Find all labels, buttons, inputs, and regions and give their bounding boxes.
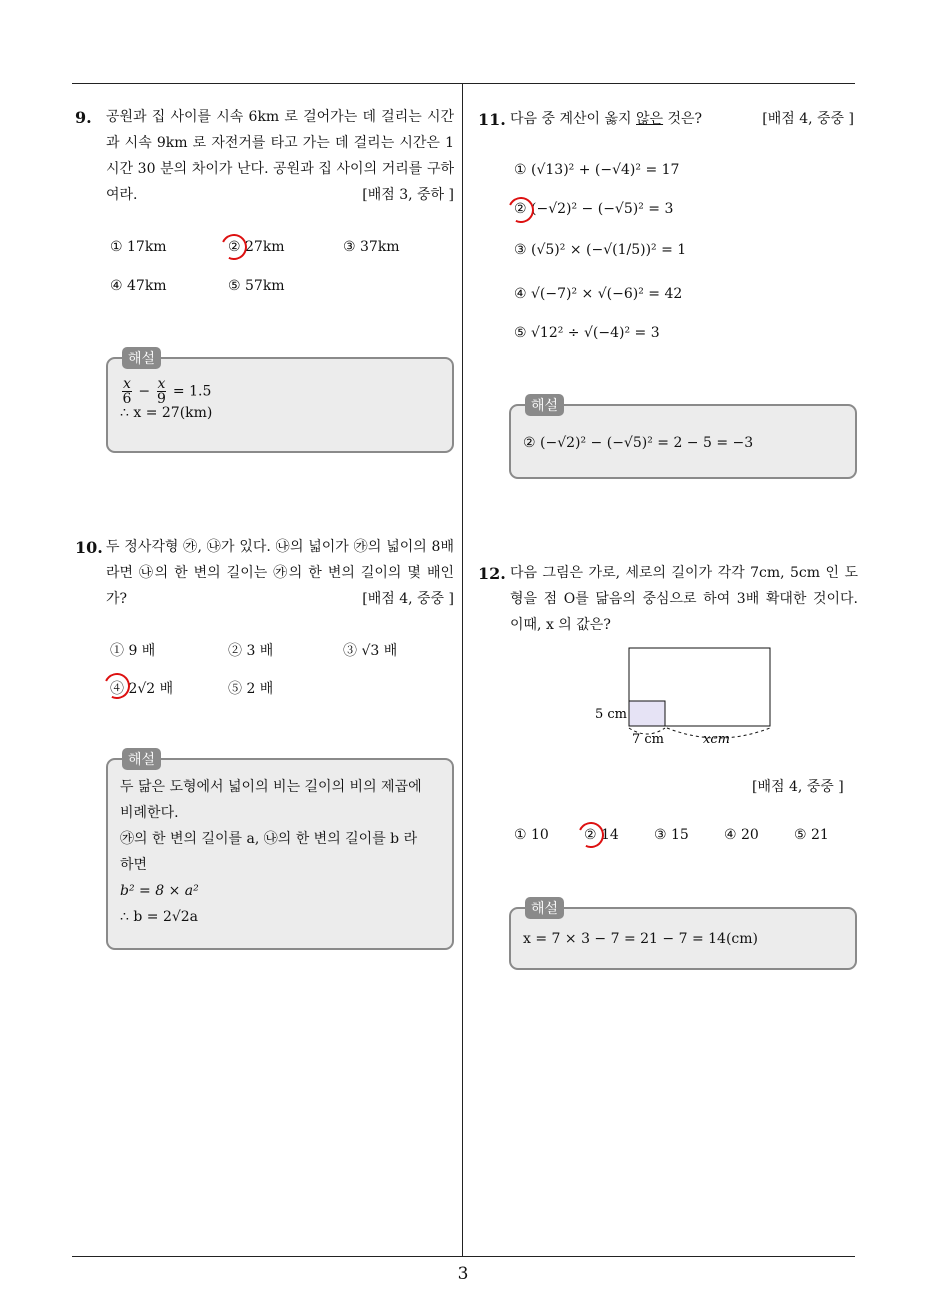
height-label: 5 cm	[595, 707, 628, 722]
choice-5[interactable]: ⑤ 2 배	[228, 681, 274, 697]
top-rule	[72, 83, 855, 84]
choice-2[interactable]: ② 3 배	[228, 643, 274, 659]
question-text	[106, 534, 454, 612]
solution-line: ∴ x = 27(km)	[120, 405, 213, 421]
solution-tag: 해설	[122, 748, 161, 770]
solution-body	[523, 926, 843, 952]
choice-3[interactable]: ③ 15	[654, 827, 689, 843]
choice-1[interactable]: ① 10	[514, 827, 549, 843]
solution-line: x = 7 × 3 − 7 = 21 − 7 = 14(cm)	[523, 931, 758, 947]
solution-body	[523, 430, 843, 456]
choice-5[interactable]: ⑤ √12² ÷ √(−4)² = 3	[514, 325, 660, 341]
solution-line: ㉮의 한 변의 길이를 a, ㉯의 한 변의 길이를 b 라	[120, 831, 418, 847]
question-text	[106, 104, 454, 208]
choice-1[interactable]: ① 9 배	[110, 643, 156, 659]
question-number: 9.	[75, 108, 92, 127]
solution-box	[106, 351, 454, 453]
solution-body	[120, 377, 440, 426]
choice-1[interactable]: ① 17km	[110, 239, 167, 255]
question-body: 두 정사각형 ㉮, ㉯가 있다. ㉯의 넓이가 ㉮의 넓이의 8배라면 ㉯의 한 변의 길이는 ㉮의 한 변의 길이의 몇 배인가?	[106, 539, 454, 607]
choice-2[interactable]: ② 27km	[228, 239, 285, 255]
fraction: $\frac{x}{6}$	[122, 376, 132, 407]
choice-3[interactable]: ③ (√5)² × (−√(1/5))² = 1	[514, 242, 687, 258]
x-label: xcm	[703, 732, 730, 747]
question-number: 12.	[478, 564, 506, 583]
solution-box	[106, 752, 454, 950]
solution-line: ∴ b = 2√2a	[120, 909, 199, 925]
question-number: 10.	[75, 538, 103, 557]
solution-body	[120, 774, 440, 930]
choice-2[interactable]: ② (−√2)² − (−√5)² = 3	[514, 201, 674, 217]
solution-line: ② (−√2)² − (−√5)² = 2 − 5 = −3	[523, 435, 754, 451]
choice-1[interactable]: ① (√13)² + (−√4)² = 17	[514, 162, 680, 178]
solution-box	[509, 398, 857, 479]
choice-3[interactable]: ③ √3 배	[343, 643, 398, 659]
question-meta: [배점 4, 중중 ]	[362, 591, 454, 607]
question-body: 다음 중 계산이 옳지	[510, 111, 636, 127]
choice-5[interactable]: ⑤ 21	[794, 827, 829, 843]
page-number: 3	[457, 1264, 469, 1284]
question-meta: [배점 4, 중중 ]	[752, 779, 844, 795]
choice-4[interactable]: ④ 2√2 배	[110, 681, 174, 697]
column-divider	[462, 83, 463, 1257]
solution-tag: 해설	[525, 394, 564, 416]
answer-mark	[574, 818, 607, 851]
solution-box	[509, 901, 857, 970]
choice-5[interactable]: ⑤ 57km	[228, 278, 285, 294]
choice-3[interactable]: ③ 37km	[343, 239, 400, 255]
question-number: 11.	[478, 110, 506, 129]
fraction: $\frac{x}{9}$	[157, 376, 166, 407]
question-text	[510, 106, 854, 132]
choice-4[interactable]: ④ 47km	[110, 278, 167, 294]
width-label: 7 cm	[632, 732, 665, 747]
original-rectangle	[629, 701, 665, 726]
similar-rectangles-figure	[590, 642, 790, 752]
solution-line: $\frac{x}{6}$ − $\frac{x}{9}$ = 1.5	[122, 376, 212, 407]
solution-line: b² = 8 × a²	[120, 883, 199, 899]
question-text: 다음 그림은 가로, 세로의 길이가 각각 7cm, 5cm 인 도형을 점 O를 닮음의 중심으로 하여 3배 확대한 것이다. 이때, x 의 값은?	[510, 565, 858, 633]
solution-line: 두 닮은 도형에서 넓이의 비는 길이의 비의 제곱에	[120, 779, 422, 795]
answer-mark	[217, 230, 250, 263]
underlined-word: 않은	[636, 111, 664, 127]
solution-tag: 해설	[122, 347, 161, 369]
solution-line: 하면	[120, 857, 148, 873]
choice-4[interactable]: ④ √(−7)² × √(−6)² = 42	[514, 286, 683, 302]
answer-mark	[504, 193, 537, 226]
question-meta: [배점 3, 중하 ]	[362, 187, 454, 203]
solution-tag: 해설	[525, 897, 564, 919]
choice-2[interactable]: ② 14	[584, 827, 619, 843]
solution-line: 비례한다.	[120, 805, 179, 821]
question-body-end: 것은?	[663, 111, 703, 127]
bottom-rule	[72, 1256, 855, 1257]
question-meta: [배점 4, 중중 ]	[762, 111, 854, 127]
question-body: 공원과 집 사이를 시속 6km 로 걸어가는 데 걸리는 시간과 시속 9km 로 자전거를 타고 가는 데 걸리는 시간은 1 시간 30 분의 차이가 난다. 공원과 집 사이의 거리를 구하여라.	[106, 109, 454, 203]
choice-4[interactable]: ④ 20	[724, 827, 759, 843]
